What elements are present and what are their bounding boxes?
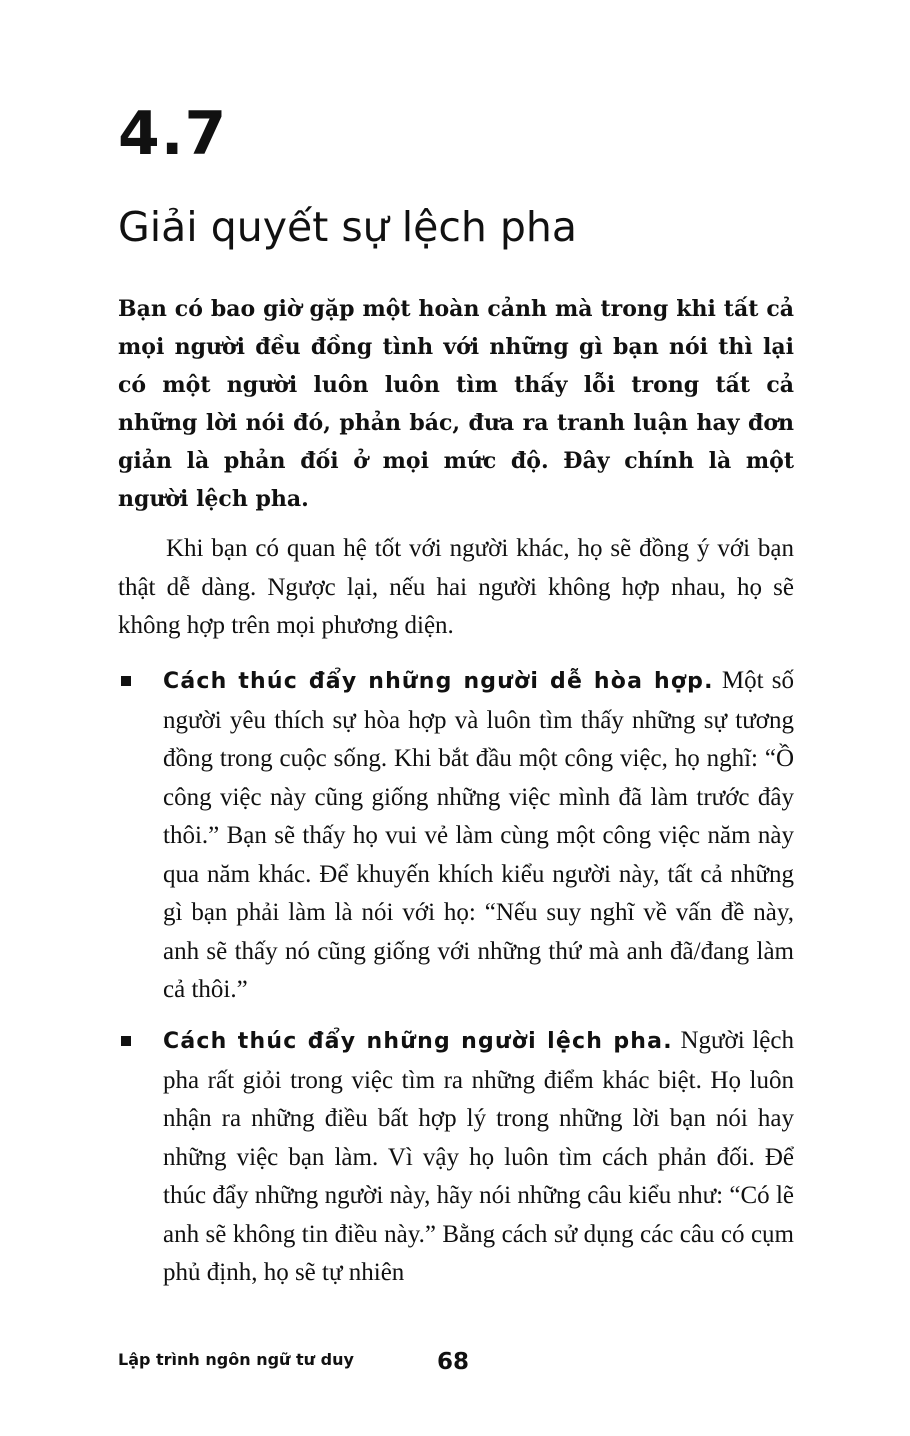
body-paragraph: Khi bạn có quan hệ tốt với người khác, họ sẽ đồng ý với bạn thật dễ dàng. Ngược lại, nếu hai người không hợp nhau, họ sẽ không hợp trên mọi phương diện. [118,535,794,639]
chapter-title: Giải quyết sự lệch pha [118,203,578,251]
footer-book-title [118,1345,354,1375]
bullet-item-harmonious [118,662,794,1010]
footer-title-part-1: Lập trình [118,1350,200,1369]
bullet-lead: Cách thúc đẩy những người lệch pha. [163,1029,673,1054]
bullet-item-mismatcher [118,1022,794,1293]
bullet-text: Người lệch pha rất giỏi trong việc tìm ra những điểm khác biệt. Họ luôn nhận ra những điều bất hợp lý trong những lời bạn nói hay những việc bạn làm. Vì vậy họ luôn tìm cách phản đối. Để thúc đẩy những người này, hãy nói những câu kiểu như: “Có lẽ anh sẽ không tin điều này.” Bằng cách sử dụng các câu có cụm phủ định, họ sẽ tự nhiên [163,1027,794,1286]
bullet-list [118,662,794,1010]
intro-paragraph: Bạn có bao giờ gặp một hoàn cảnh mà trong khi tất cả mọi người đều đồng tình với những gì bạn nói thì lại có một người luôn luôn tìm thấy lỗi trong tất cả những lời nói đó, phản bác, đưa ra tranh luận hay đơn giản là phản đối ở mọi mức độ. Đây chính là một người lệch pha. [118,296,794,512]
bullet-lead: Cách thúc đẩy những người dễ hòa hợp. [163,669,714,694]
square-bullet-icon [121,676,131,686]
chapter-number: 4.7 [118,99,228,169]
page-number: 68 [437,1349,470,1375]
square-bullet-icon [121,1036,131,1046]
bullet-text: Một số người yêu thích sự hòa hợp và luôn tìm thấy những sự tương đồng trong cuộc sống. Khi bắt đầu một công việc, họ nghĩ: “Ồ công việc này cũng giống những việc mình đã làm trước đây thôi.” Bạn sẽ thấy họ vui vẻ làm cùng một công việc năm này qua năm khác. Để khuyến khích kiểu người này, tất cả những gì bạn phải làm là nói với họ: “Nếu suy nghĩ về vấn đề này, anh sẽ thấy nó cũng giống với những thứ mà anh đã/đang làm cả thôi.” [163,667,795,1003]
footer-title-part-2: ngôn ngữ tư duy [205,1350,354,1369]
bullet-list [118,1022,794,1293]
